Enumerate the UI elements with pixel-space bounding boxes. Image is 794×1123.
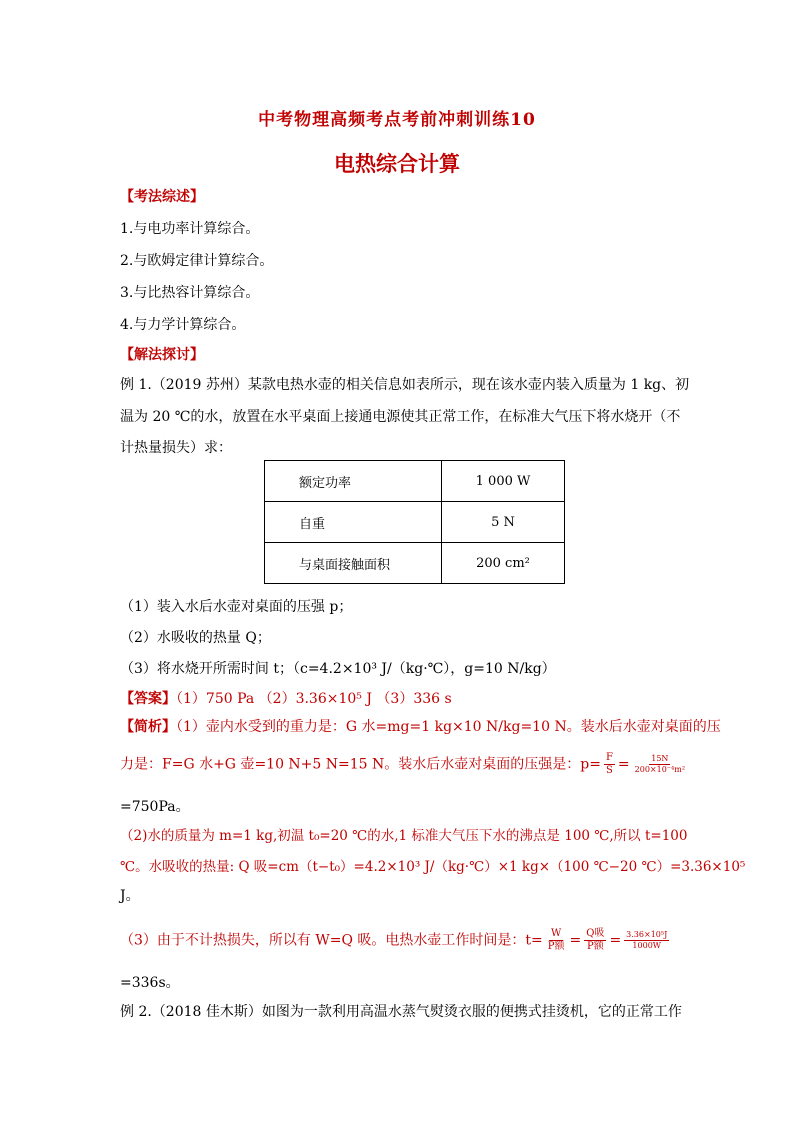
- example1-line-1: 例 1.（2019 苏州）某款电热水壶的相关信息如表所示，现在该水壶内装入质量为 1 kg、初: [120, 377, 690, 393]
- analysis-label: 【简析】: [120, 719, 176, 735]
- equals-sign: =: [617, 756, 630, 773]
- fraction-denominator: S: [606, 765, 613, 776]
- fraction-pressure-values: [633, 754, 687, 775]
- fraction-q-over-p: [584, 928, 606, 953]
- equals-sign: =: [569, 932, 582, 949]
- analysis-line-2b: ℃。水吸收的热量: Q 吸=cm（t−t₀）=4.2×10³ J/（kg·℃）×1 kg×（100 ℃−20 ℃）=3.36×10⁵: [120, 859, 746, 875]
- table-cell-key: 自重: [265, 502, 442, 543]
- answer-label: 【答案】: [120, 691, 176, 707]
- page-title: 中考物理高频考点考前冲刺训练10: [258, 110, 536, 130]
- analysis-line-2c: J。: [120, 888, 140, 904]
- fraction-f-over-s: [604, 752, 615, 777]
- analysis-line-1a: [120, 716, 721, 736]
- section-label-method: 【解法探讨】: [120, 347, 204, 363]
- overview-item-2: 2.与欧姆定律计算综合。: [120, 253, 274, 269]
- equals-sign: =: [609, 932, 622, 949]
- page-subtitle: 电热综合计算: [334, 152, 460, 176]
- section-label-overview: 【考法综述】: [120, 189, 204, 205]
- analysis-line-1b: [120, 752, 690, 777]
- overview-item-4: 4.与力学计算综合。: [120, 317, 246, 333]
- fraction-w-over-p: [546, 928, 567, 953]
- overview-item-1: 1.与电功率计算综合。: [120, 221, 260, 237]
- question-2: （2）水吸收的热量 Q；: [120, 630, 271, 646]
- analysis-line-2a: （2)水的质量为 m=1 kg,初温 t₀=20 ℃的水,1 标准大气压下水的沸点是 100 ℃,所以 t=100: [120, 828, 688, 844]
- fraction-numerator: W: [550, 928, 562, 939]
- fraction-denominator: P额: [547, 941, 565, 952]
- fraction-denominator: 1000W: [632, 941, 662, 950]
- analysis-text-3a: （3）由于不计热损失，所以有 W=Q 吸。电热水壶工作时间是：t=: [120, 932, 543, 949]
- fraction-denominator: P额: [586, 941, 604, 952]
- table-row: [265, 502, 565, 543]
- table-row: [265, 461, 565, 502]
- answer-text: （1）750 Pa （2）3.36×10⁵ J （3）336 s: [176, 691, 452, 707]
- fraction-numerator: 3.36×10⁵J: [626, 930, 668, 939]
- fraction-numerator: 15N: [651, 754, 669, 763]
- example1-line-2: 温为 20 ℃的水，放置在水平桌面上接通电源使其正常工作，在标准大气压下将水烧开（不: [120, 409, 681, 425]
- table-cell-value: 200 cm²: [442, 543, 565, 584]
- example1-line-3: 计热量损失）求：: [120, 440, 232, 456]
- example2-line-1: 例 2.（2018 佳木斯）如图为一款利用高温水蒸气熨烫衣服的便携式挂烫机，它的正常工作: [120, 1004, 682, 1020]
- question-3: （3）将水烧开所需时间 t；（c=4.2×10³ J/（kg·℃），g=10 N/kg）: [120, 661, 556, 677]
- analysis-text-1b: 力是：F=G 水+G 壶=10 N+5 N=15 N。装水后水壶对桌面的压强是：p=: [120, 756, 601, 773]
- table-row: [265, 543, 565, 584]
- table-cell-key: 额定功率: [265, 461, 442, 502]
- fraction-numerator: Q吸: [586, 928, 605, 939]
- table-cell-value: 1 000 W: [442, 461, 565, 502]
- table-cell-key: 与桌面接触面积: [265, 543, 442, 584]
- table-cell-value: 5 N: [442, 502, 565, 543]
- question-1: （1）装入水后水壶对桌面的压强 p；: [120, 599, 353, 615]
- answer-line: [120, 688, 452, 708]
- analysis-line-1c: =750Pa。: [120, 799, 190, 815]
- analysis-text-1a: （1）壶内水受到的重力是：G 水=mg=1 kg×10 N/kg=10 N。装水后水壶对桌面的压: [176, 719, 721, 735]
- fraction-time-values: [624, 930, 669, 951]
- fraction-numerator: F: [605, 752, 613, 763]
- analysis-line-3a: [120, 928, 672, 953]
- overview-item-3: 3.与比热容计算综合。: [120, 285, 260, 301]
- fraction-denominator: 200×10⁻⁴m²: [634, 765, 686, 774]
- analysis-line-3b: =336s。: [120, 975, 180, 991]
- spec-table: [264, 460, 565, 584]
